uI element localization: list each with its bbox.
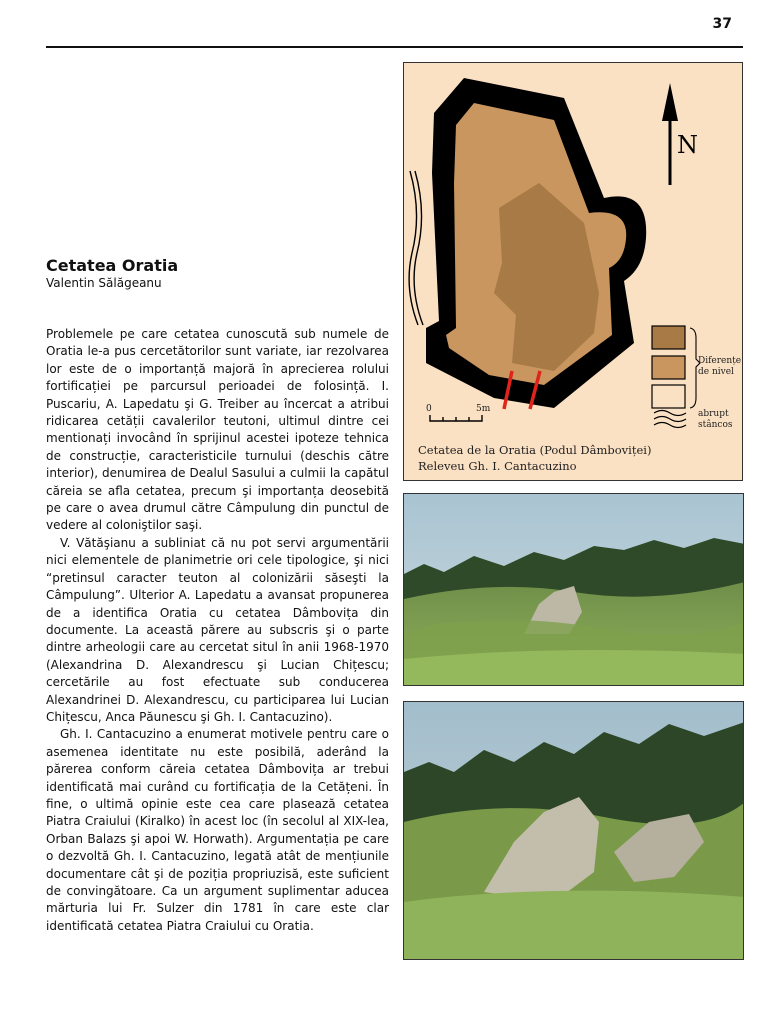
header-rule <box>46 46 743 48</box>
map-caption-line-1: Cetatea de la Oratia (Podul Dâmboviței) <box>418 443 652 457</box>
landscape-photo-2 <box>404 702 744 960</box>
north-label: N <box>677 131 698 159</box>
north-arrow-head <box>662 83 678 121</box>
photo-site-distant <box>403 493 744 686</box>
photo-site-closeup <box>403 701 744 960</box>
legend-swatch-plain <box>652 385 685 408</box>
paragraph-1: Problemele pe care cetatea cunoscută sub numele de Oratia le-a pus cercetătorilor sunt variate, iar rezolvarea lor este de o importanță majoră în aprecierea rolului fortificației pe parcursul perioadei de folosință. I. Puscariu, A. Lapedatu şi G. Treiber au încercat a atribui ridicarea cetății cavalerilor teutoni, ultimul dintre cei mentionați invocând în sprijinul acestei ipoteze tehnica de construcție, caracteristicile turnului (deschis către interior), denumirea de Dealul Sasului a culmii la capătul căreia se afla cetatea, precum şi importanța deosebită pe care o avea drumul către Câmpulung din punctul de vedere al coloniştilor saşi. <box>46 327 389 533</box>
article-title: Cetatea Oratia <box>46 256 179 275</box>
map-caption-line-2: Releveu Gh. I. Cantacuzino <box>418 459 577 473</box>
legend-cliff-symbol <box>654 411 686 428</box>
paragraph-3: Gh. I. Cantacuzino a enumerat motivele pentru care o asemenea identitate nu este posibilă, aderând la părerea conform căreia cetatea Dâmbovița ar trebui identificată mai curând cu fortificația de la Cetățeni. În fine, o ultimă opinie este cea care plasează cetatea Piatra Craiului (Kiralko) în acest loc (în secolul al XIX-lea, Orban Balazs şi apoi W. Horwath). Argumentația pe care o dezvoltă Gh. I. Cantacuzino, legată atât de mențiunile documentare cât şi de poziția propriuzisă, este suficient de convingătoare. Ca un argument suplimentar aducea mărturia lui Fr. Sulzer din 1781 în care este clar identificată cetatea Piatra Craiului cu Oratia. <box>46 727 389 933</box>
fortress-plan-drawing <box>404 63 744 482</box>
legend-cliff-label: abrupt stâncos <box>698 409 733 430</box>
article-author: Valentin Sălăgeanu <box>46 276 162 290</box>
fortress-plan-figure <box>403 62 743 481</box>
legend-levels-label: Diferențe de nivel <box>698 356 742 377</box>
legend-swatch-dark <box>652 326 685 349</box>
cliff-lines <box>409 171 423 325</box>
scale-bar <box>430 415 482 421</box>
article-body <box>46 326 389 935</box>
scale-end-label: 5m <box>476 404 491 414</box>
paragraph-2: V. Vătăşianu a subliniat că nu pot servi argumentării nici elementele de planimetrie ori cele tipologice, şi nici “pretinsul caracter teuton al colonizării săseşti la Câmpulung”. Ulterior A. Lapedatu a avansat propunerea de a identifica Oratia cu cetatea Dâmbovița din documente. La această părere au subscris şi o parte dintre arheologii care au cercetat situl în anii 1968-1970 (Alexandrina D. Alexandrescu şi Lucian Chițescu; cercetările au fost efectuate sub conducerea Alexandrinei D. Alexandrescu, cu participarea lui Lucian Chițescu, Anca Păunescu şi Gh. I. Cantacuzino). <box>46 535 389 724</box>
map-caption <box>418 442 651 474</box>
legend-swatch-light <box>652 356 685 379</box>
landscape-photo-1 <box>404 494 744 686</box>
scale-start-label: 0 <box>426 404 432 414</box>
page-number: 37 <box>712 16 732 32</box>
